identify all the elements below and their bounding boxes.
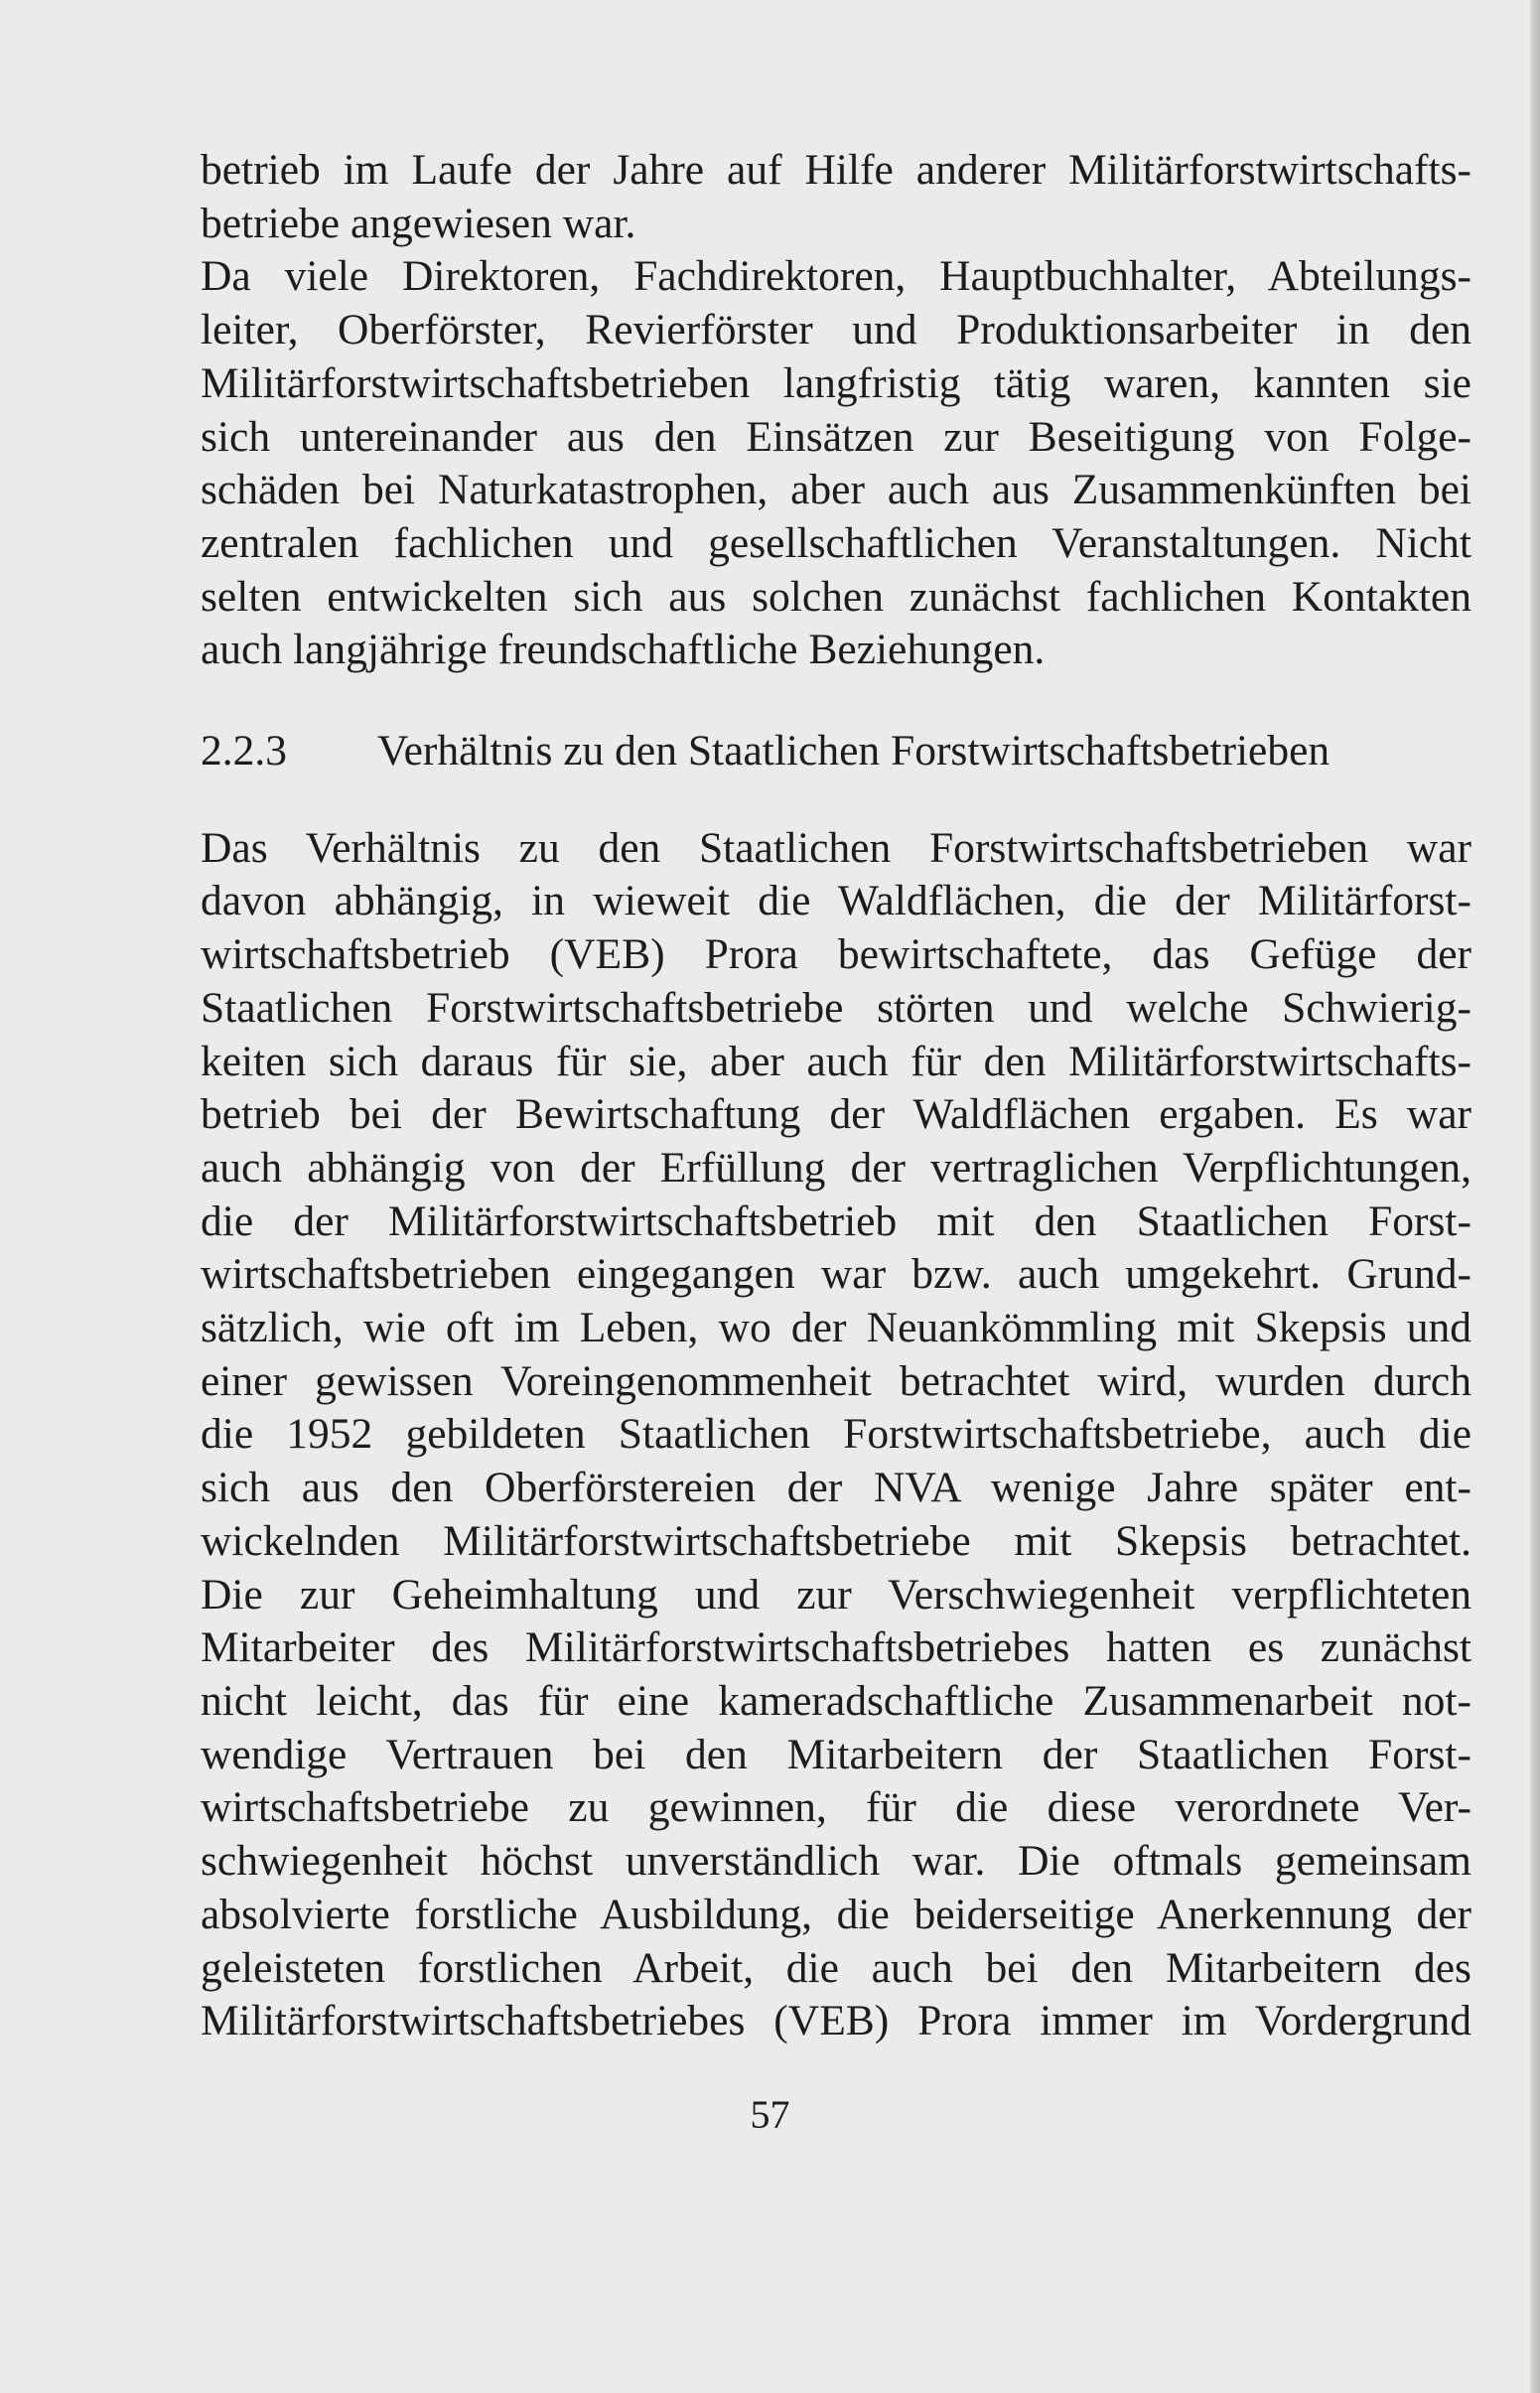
text-line: sätzlich, wie oft im Leben, wo der Neuankömmling mit Skepsis und <box>201 1304 1471 1352</box>
text-line: nicht leicht, das für eine kameradschaftliche Zusammenarbeit not- <box>201 1676 1471 1725</box>
section-number: 2.2.3 <box>201 727 287 775</box>
text-line: schwiegenheit höchst unverständlich war. Die oftmals gemeinsam <box>201 1837 1471 1886</box>
page-edge-shadow <box>1530 0 1540 2393</box>
section-heading <box>201 725 1471 778</box>
page-number: 57 <box>750 2092 790 2137</box>
text-line: Militärforstwirtschaftsbetrieben langfristig tätig waren, kannten sie <box>201 358 1471 407</box>
text-line: schäden bei Naturkatastrophen, aber auch aus Zusammenkünften bei <box>201 466 1471 514</box>
text-line: Staatlichen Forstwirtschaftsbetriebe störten und welche Schwierig- <box>201 983 1471 1032</box>
text-line: auch abhängig von der Erfüllung der vertraglichen Verpflichtungen, <box>201 1143 1471 1192</box>
text-line: davon abhängig, in wieweit die Waldflächen, die der Militärforst- <box>201 877 1471 925</box>
text-line: Militärforstwirtschaftsbetriebes (VEB) Prora immer im Vordergrund <box>201 1997 1471 2045</box>
text-line: absolvierte forstliche Ausbildung, die beiderseitige Anerkennung der <box>201 1890 1471 1938</box>
text-line: wirtschaftsbetriebe zu gewinnen, für die diese verordnete Ver- <box>201 1783 1471 1832</box>
text-line: die 1952 gebildeten Staatlichen Forstwirtschaftsbetriebe, auch die <box>201 1410 1471 1459</box>
text-line: wickelnden Militärforstwirtschaftsbetriebe mit Skepsis betrachtet. <box>201 1516 1471 1565</box>
text-line: sich untereinander aus den Einsätzen zur Beseitigung von Folge- <box>201 412 1471 461</box>
text-line: Da viele Direktoren, Fachdirektoren, Hauptbuchhalter, Abteilungs- <box>201 252 1471 301</box>
paragraph-relationship <box>201 822 1471 2048</box>
text-line: Das Verhältnis zu den Staatlichen Forstwirtschaftsbetrieben war <box>201 823 1471 872</box>
text-line: sich aus den Oberförstereien der NVA wenige Jahre später ent- <box>201 1464 1471 1512</box>
text-line: keiten sich daraus für sie, aber auch für den Militärforstwirtschafts- <box>201 1037 1471 1085</box>
paragraph-continuation <box>201 144 1471 250</box>
text-line: wendige Vertrauen bei den Mitarbeitern der Staatlichen Forst- <box>201 1730 1471 1778</box>
text-line: betrieb im Laufe der Jahre auf Hilfe anderer Militärforstwirtschafts- <box>201 146 1471 194</box>
body-text <box>201 144 1471 2048</box>
text-line: wirtschaftsbetrieben eingegangen war bzw. auch umgekehrt. Grund- <box>201 1250 1471 1299</box>
text-line: auch langjährige freundschaftliche Beziehungen. <box>201 626 1046 674</box>
text-line: einer gewissen Voreingenommenheit betrachtet wird, wurden durch <box>201 1356 1471 1405</box>
paragraph-directors <box>201 250 1471 677</box>
text-line: betriebe angewiesen war. <box>201 199 636 247</box>
text-line: Mitarbeiter des Militärforstwirtschaftsbetriebes hatten es zunächst <box>201 1623 1471 1672</box>
text-line: zentralen fachlichen und gesellschaftlichen Veranstaltungen. Nicht <box>201 518 1471 567</box>
text-line: leiter, Oberförster, Revierförster und Produktionsarbeiter in den <box>201 306 1471 354</box>
text-line: wirtschaftsbetrieb (VEB) Prora bewirtschaftete, das Gefüge der <box>201 930 1471 979</box>
text-line: selten entwickelten sich aus solchen zunächst fachlichen Kontakten <box>201 572 1471 621</box>
text-line: geleisteten forstlichen Arbeit, die auch bei den Mitarbeitern des <box>201 1943 1471 1992</box>
text-line: betrieb bei der Bewirtschaftung der Waldflächen ergaben. Es war <box>201 1090 1471 1139</box>
section-title: Verhältnis zu den Staatlichen Forstwirtschaftsbetrieben <box>377 727 1330 775</box>
text-line: die der Militärforstwirtschaftsbetrieb mit den Staatlichen Forst- <box>201 1196 1471 1245</box>
text-line: Die zur Geheimhaltung und zur Verschwiegenheit verpflichteten <box>201 1570 1471 1619</box>
